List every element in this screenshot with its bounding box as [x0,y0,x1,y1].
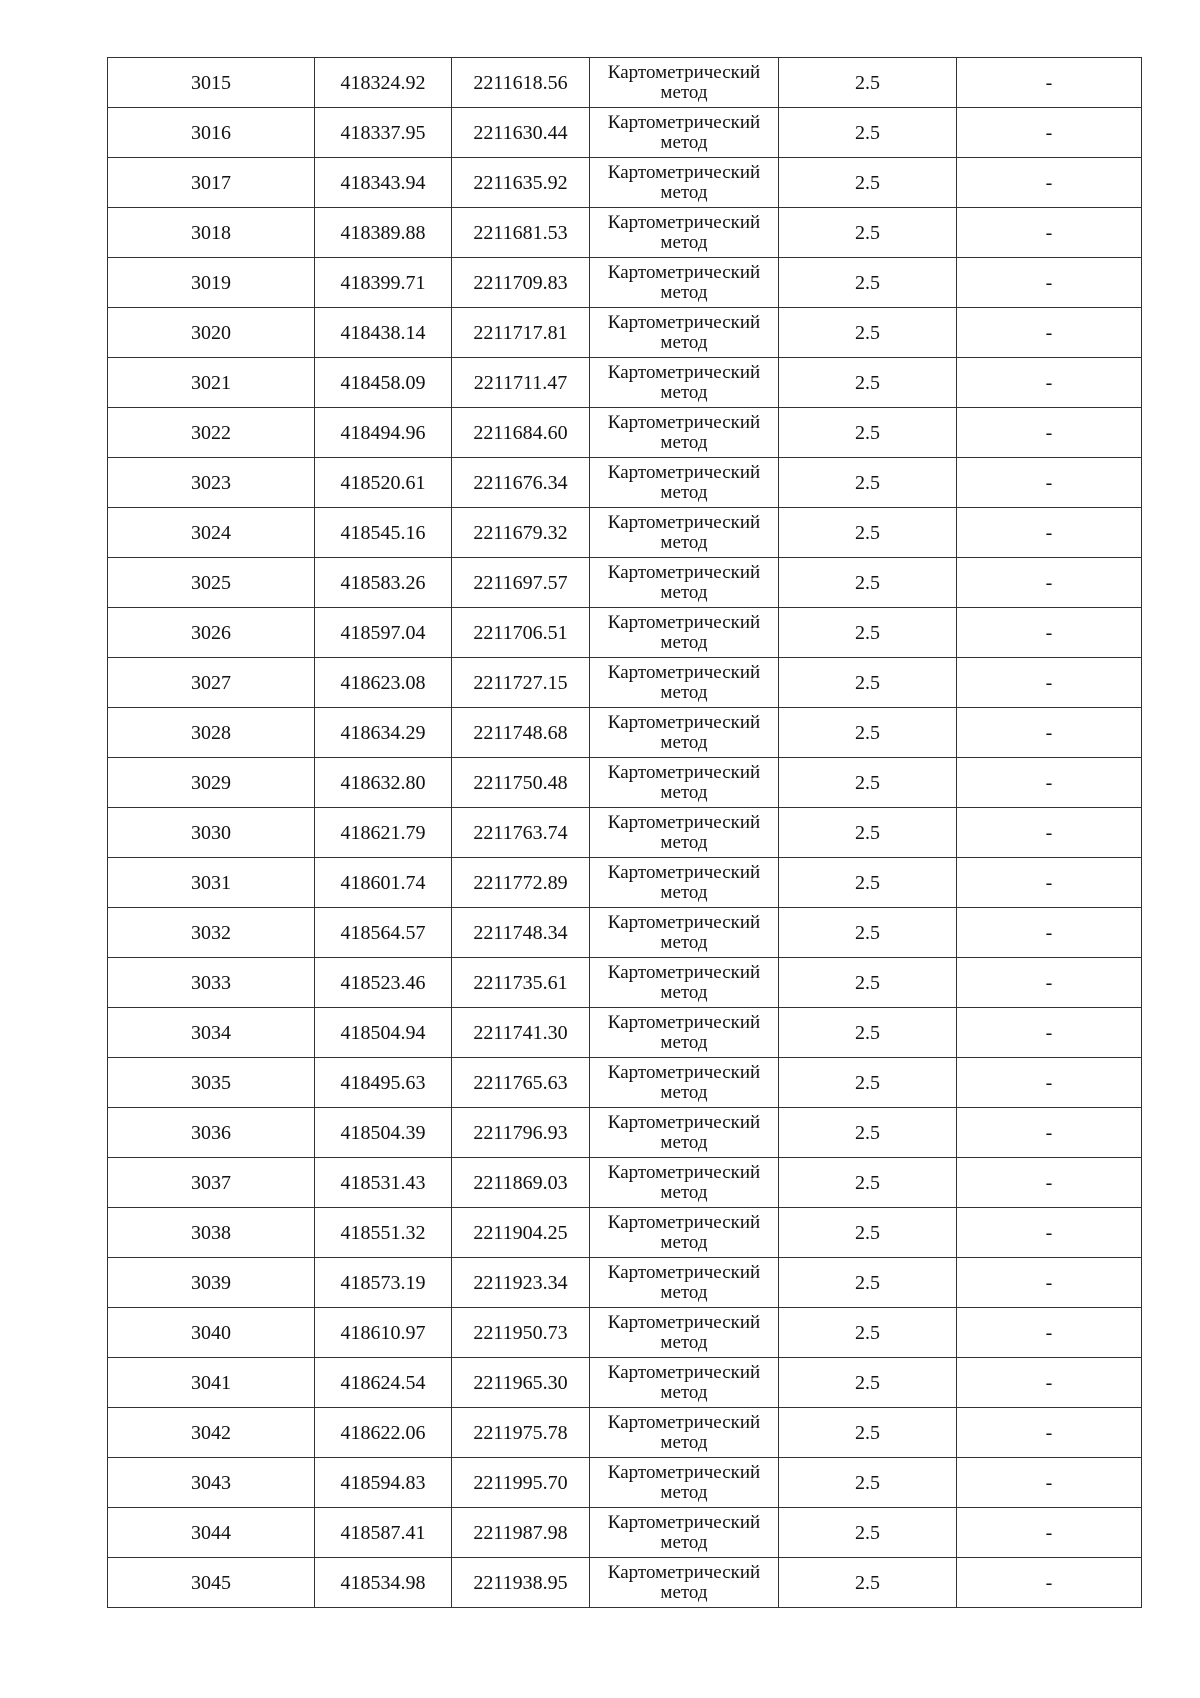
point-number-cell: 3034 [108,1008,315,1058]
point-number-cell: 3026 [108,608,315,658]
note-cell: - [957,508,1142,558]
method-text: метод [660,1031,708,1053]
coordinates-table [107,57,1142,1608]
table-row [108,508,1142,558]
method-cell [590,1258,779,1308]
accuracy-cell: 2.5 [779,1158,957,1208]
method-text: Картометрический [607,1111,761,1133]
x-coordinate-cell: 418337.95 [315,108,452,158]
table-row [108,1308,1142,1358]
note-cell: - [957,408,1142,458]
y-coordinate-cell: 2211741.30 [452,1008,590,1058]
point-number-cell: 3036 [108,1108,315,1158]
method-cell [590,708,779,758]
y-coordinate-cell: 2211711.47 [452,358,590,408]
x-coordinate-cell: 418324.92 [315,58,452,108]
method-text: Картометрический [607,961,761,983]
method-text: метод [660,781,708,803]
x-coordinate-cell: 418597.04 [315,608,452,658]
note-cell: - [957,1208,1142,1258]
point-number-cell: 3028 [108,708,315,758]
method-text: Картометрический [607,711,761,733]
point-number-cell: 3033 [108,958,315,1008]
point-number-cell: 3022 [108,408,315,458]
note-cell: - [957,1108,1142,1158]
method-text: Картометрический [607,1311,761,1333]
method-text: метод [660,531,708,553]
method-text: метод [660,431,708,453]
point-number-cell: 3045 [108,1558,315,1608]
note-cell: - [957,258,1142,308]
method-text: метод [660,331,708,353]
table-row [108,58,1142,108]
point-number-cell: 3025 [108,558,315,608]
y-coordinate-cell: 2211735.61 [452,958,590,1008]
note-cell: - [957,1008,1142,1058]
y-coordinate-cell: 2211681.53 [452,208,590,258]
method-cell [590,1158,779,1208]
note-cell: - [957,1308,1142,1358]
x-coordinate-cell: 418534.98 [315,1558,452,1608]
y-coordinate-cell: 2211923.34 [452,1258,590,1308]
method-text: метод [660,1231,708,1253]
accuracy-cell: 2.5 [779,708,957,758]
method-text: метод [660,481,708,503]
note-cell: - [957,458,1142,508]
table-row [108,1008,1142,1058]
method-cell [590,1358,779,1408]
method-cell [590,258,779,308]
x-coordinate-cell: 418632.80 [315,758,452,808]
method-text: метод [660,1281,708,1303]
y-coordinate-cell: 2211965.30 [452,1358,590,1408]
method-text: метод [660,681,708,703]
table-row [108,858,1142,908]
method-cell [590,1008,779,1058]
y-coordinate-cell: 2211869.03 [452,1158,590,1208]
method-text: Картометрический [607,61,761,83]
y-coordinate-cell: 2211750.48 [452,758,590,808]
point-number-cell: 3044 [108,1508,315,1558]
x-coordinate-cell: 418601.74 [315,858,452,908]
method-cell [590,658,779,708]
x-coordinate-cell: 418634.29 [315,708,452,758]
table-row [108,1208,1142,1258]
method-cell [590,1108,779,1158]
accuracy-cell: 2.5 [779,58,957,108]
x-coordinate-cell: 418520.61 [315,458,452,508]
note-cell: - [957,58,1142,108]
point-number-cell: 3031 [108,858,315,908]
y-coordinate-cell: 2211987.98 [452,1508,590,1558]
method-text: Картометрический [607,311,761,333]
note-cell: - [957,958,1142,1008]
accuracy-cell: 2.5 [779,108,957,158]
accuracy-cell: 2.5 [779,758,957,808]
x-coordinate-cell: 418531.43 [315,1158,452,1208]
note-cell: - [957,208,1142,258]
point-number-cell: 3018 [108,208,315,258]
method-cell [590,1508,779,1558]
accuracy-cell: 2.5 [779,1208,957,1258]
accuracy-cell: 2.5 [779,1058,957,1108]
method-cell [590,1558,779,1608]
method-text: метод [660,281,708,303]
method-cell [590,1058,779,1108]
y-coordinate-cell: 2211975.78 [452,1408,590,1458]
accuracy-cell: 2.5 [779,1308,957,1358]
accuracy-cell: 2.5 [779,408,957,458]
note-cell: - [957,308,1142,358]
note-cell: - [957,1258,1142,1308]
y-coordinate-cell: 2211706.51 [452,608,590,658]
method-cell [590,108,779,158]
x-coordinate-cell: 418551.32 [315,1208,452,1258]
y-coordinate-cell: 2211995.70 [452,1458,590,1508]
accuracy-cell: 2.5 [779,158,957,208]
note-cell: - [957,558,1142,608]
table-row [108,1508,1142,1558]
note-cell: - [957,908,1142,958]
x-coordinate-cell: 418624.54 [315,1358,452,1408]
point-number-cell: 3015 [108,58,315,108]
table-row [108,408,1142,458]
table-row [108,208,1142,258]
method-cell [590,608,779,658]
method-cell [590,458,779,508]
note-cell: - [957,1508,1142,1558]
point-number-cell: 3040 [108,1308,315,1358]
table-row [108,908,1142,958]
method-text: метод [660,231,708,253]
point-number-cell: 3037 [108,1158,315,1208]
point-number-cell: 3042 [108,1408,315,1458]
table-row [108,158,1142,208]
method-cell [590,858,779,908]
table-row [108,1408,1142,1458]
y-coordinate-cell: 2211904.25 [452,1208,590,1258]
point-number-cell: 3019 [108,258,315,308]
method-text: Картометрический [607,1061,761,1083]
method-text: Картометрический [607,911,761,933]
table-row [108,108,1142,158]
method-cell [590,1308,779,1358]
accuracy-cell: 2.5 [779,508,957,558]
method-text: Картометрический [607,811,761,833]
note-cell: - [957,158,1142,208]
accuracy-cell: 2.5 [779,1558,957,1608]
method-text: Картометрический [607,1261,761,1283]
method-text: Картометрический [607,611,761,633]
method-text: метод [660,131,708,153]
table-row [108,708,1142,758]
x-coordinate-cell: 418523.46 [315,958,452,1008]
note-cell: - [957,1058,1142,1108]
note-cell: - [957,708,1142,758]
y-coordinate-cell: 2211697.57 [452,558,590,608]
table-row [108,808,1142,858]
method-cell [590,1408,779,1458]
accuracy-cell: 2.5 [779,558,957,608]
accuracy-cell: 2.5 [779,208,957,258]
method-cell [590,158,779,208]
point-number-cell: 3032 [108,908,315,958]
y-coordinate-cell: 2211717.81 [452,308,590,358]
y-coordinate-cell: 2211763.74 [452,808,590,858]
x-coordinate-cell: 418495.63 [315,1058,452,1108]
method-text: метод [660,831,708,853]
x-coordinate-cell: 418343.94 [315,158,452,208]
method-cell [590,58,779,108]
note-cell: - [957,858,1142,908]
accuracy-cell: 2.5 [779,308,957,358]
note-cell: - [957,658,1142,708]
x-coordinate-cell: 418564.57 [315,908,452,958]
point-number-cell: 3027 [108,658,315,708]
y-coordinate-cell: 2211709.83 [452,258,590,308]
y-coordinate-cell: 2211765.63 [452,1058,590,1108]
y-coordinate-cell: 2211618.56 [452,58,590,108]
point-number-cell: 3020 [108,308,315,358]
method-cell [590,1208,779,1258]
table-row [108,758,1142,808]
note-cell: - [957,608,1142,658]
method-cell [590,208,779,258]
y-coordinate-cell: 2211938.95 [452,1558,590,1608]
accuracy-cell: 2.5 [779,458,957,508]
table-row [108,658,1142,708]
accuracy-cell: 2.5 [779,808,957,858]
table-row [108,1358,1142,1408]
y-coordinate-cell: 2211796.93 [452,1108,590,1158]
x-coordinate-cell: 418594.83 [315,1458,452,1508]
point-number-cell: 3035 [108,1058,315,1108]
method-text: Картометрический [607,1011,761,1033]
x-coordinate-cell: 418494.96 [315,408,452,458]
accuracy-cell: 2.5 [779,1508,957,1558]
x-coordinate-cell: 418621.79 [315,808,452,858]
x-coordinate-cell: 418399.71 [315,258,452,308]
method-text: Картометрический [607,661,761,683]
accuracy-cell: 2.5 [779,1008,957,1058]
method-text: Картометрический [607,461,761,483]
y-coordinate-cell: 2211772.89 [452,858,590,908]
table-row [108,1458,1142,1508]
note-cell: - [957,808,1142,858]
y-coordinate-cell: 2211748.34 [452,908,590,958]
note-cell: - [957,758,1142,808]
method-text: метод [660,1131,708,1153]
x-coordinate-cell: 418587.41 [315,1508,452,1558]
x-coordinate-cell: 418389.88 [315,208,452,258]
method-text: Картометрический [607,111,761,133]
x-coordinate-cell: 418504.94 [315,1008,452,1058]
accuracy-cell: 2.5 [779,858,957,908]
method-text: метод [660,1431,708,1453]
method-text: Картометрический [607,561,761,583]
table-row [108,458,1142,508]
point-number-cell: 3021 [108,358,315,408]
point-number-cell: 3030 [108,808,315,858]
method-cell [590,908,779,958]
method-text: метод [660,181,708,203]
method-text: Картометрический [607,1561,761,1583]
method-text: метод [660,731,708,753]
method-text: метод [660,581,708,603]
method-text: Картометрический [607,861,761,883]
point-number-cell: 3017 [108,158,315,208]
table-body [108,58,1142,1608]
x-coordinate-cell: 418458.09 [315,358,452,408]
accuracy-cell: 2.5 [779,658,957,708]
accuracy-cell: 2.5 [779,908,957,958]
x-coordinate-cell: 418623.08 [315,658,452,708]
x-coordinate-cell: 418573.19 [315,1258,452,1308]
x-coordinate-cell: 418545.16 [315,508,452,558]
method-text: Картометрический [607,261,761,283]
y-coordinate-cell: 2211630.44 [452,108,590,158]
y-coordinate-cell: 2211748.68 [452,708,590,758]
method-text: метод [660,81,708,103]
accuracy-cell: 2.5 [779,358,957,408]
point-number-cell: 3043 [108,1458,315,1508]
method-text: Картометрический [607,1461,761,1483]
accuracy-cell: 2.5 [779,1108,957,1158]
table-row [108,1558,1142,1608]
y-coordinate-cell: 2211684.60 [452,408,590,458]
method-text: Картометрический [607,511,761,533]
method-text: Картометрический [607,361,761,383]
method-cell [590,958,779,1008]
method-text: Картометрический [607,1211,761,1233]
method-text: Картометрический [607,1361,761,1383]
y-coordinate-cell: 2211950.73 [452,1308,590,1358]
table-row [108,958,1142,1008]
method-cell [590,808,779,858]
point-number-cell: 3029 [108,758,315,808]
method-text: Картометрический [607,211,761,233]
x-coordinate-cell: 418583.26 [315,558,452,608]
table-row [108,558,1142,608]
method-text: метод [660,881,708,903]
note-cell: - [957,1458,1142,1508]
method-text: метод [660,631,708,653]
accuracy-cell: 2.5 [779,1358,957,1408]
table-row [108,608,1142,658]
table-row [108,1108,1142,1158]
note-cell: - [957,358,1142,408]
method-cell [590,408,779,458]
table-row [108,1158,1142,1208]
y-coordinate-cell: 2211676.34 [452,458,590,508]
method-text: Картометрический [607,161,761,183]
method-text: метод [660,1481,708,1503]
accuracy-cell: 2.5 [779,1408,957,1458]
method-cell [590,1458,779,1508]
method-text: Картометрический [607,761,761,783]
x-coordinate-cell: 418438.14 [315,308,452,358]
method-text: метод [660,381,708,403]
point-number-cell: 3024 [108,508,315,558]
accuracy-cell: 2.5 [779,258,957,308]
accuracy-cell: 2.5 [779,1258,957,1308]
y-coordinate-cell: 2211635.92 [452,158,590,208]
table-row [108,258,1142,308]
method-text: метод [660,1381,708,1403]
method-text: метод [660,1531,708,1553]
method-cell [590,508,779,558]
method-cell [590,308,779,358]
y-coordinate-cell: 2211727.15 [452,658,590,708]
note-cell: - [957,1158,1142,1208]
method-cell [590,758,779,808]
point-number-cell: 3041 [108,1358,315,1408]
x-coordinate-cell: 418504.39 [315,1108,452,1158]
table-row [108,1058,1142,1108]
x-coordinate-cell: 418622.06 [315,1408,452,1458]
method-text: Картометрический [607,411,761,433]
accuracy-cell: 2.5 [779,1458,957,1508]
method-text: метод [660,1331,708,1353]
point-number-cell: 3039 [108,1258,315,1308]
y-coordinate-cell: 2211679.32 [452,508,590,558]
x-coordinate-cell: 418610.97 [315,1308,452,1358]
note-cell: - [957,108,1142,158]
method-text: Картометрический [607,1511,761,1533]
note-cell: - [957,1408,1142,1458]
method-text: Картометрический [607,1411,761,1433]
point-number-cell: 3023 [108,458,315,508]
accuracy-cell: 2.5 [779,958,957,1008]
method-text: метод [660,1581,708,1603]
table-row [108,1258,1142,1308]
method-cell [590,558,779,608]
point-number-cell: 3016 [108,108,315,158]
method-text: Картометрический [607,1161,761,1183]
point-number-cell: 3038 [108,1208,315,1258]
table-row [108,358,1142,408]
note-cell: - [957,1358,1142,1408]
method-cell [590,358,779,408]
method-text: метод [660,931,708,953]
method-text: метод [660,981,708,1003]
method-text: метод [660,1181,708,1203]
table-row [108,308,1142,358]
note-cell: - [957,1558,1142,1608]
method-text: метод [660,1081,708,1103]
accuracy-cell: 2.5 [779,608,957,658]
